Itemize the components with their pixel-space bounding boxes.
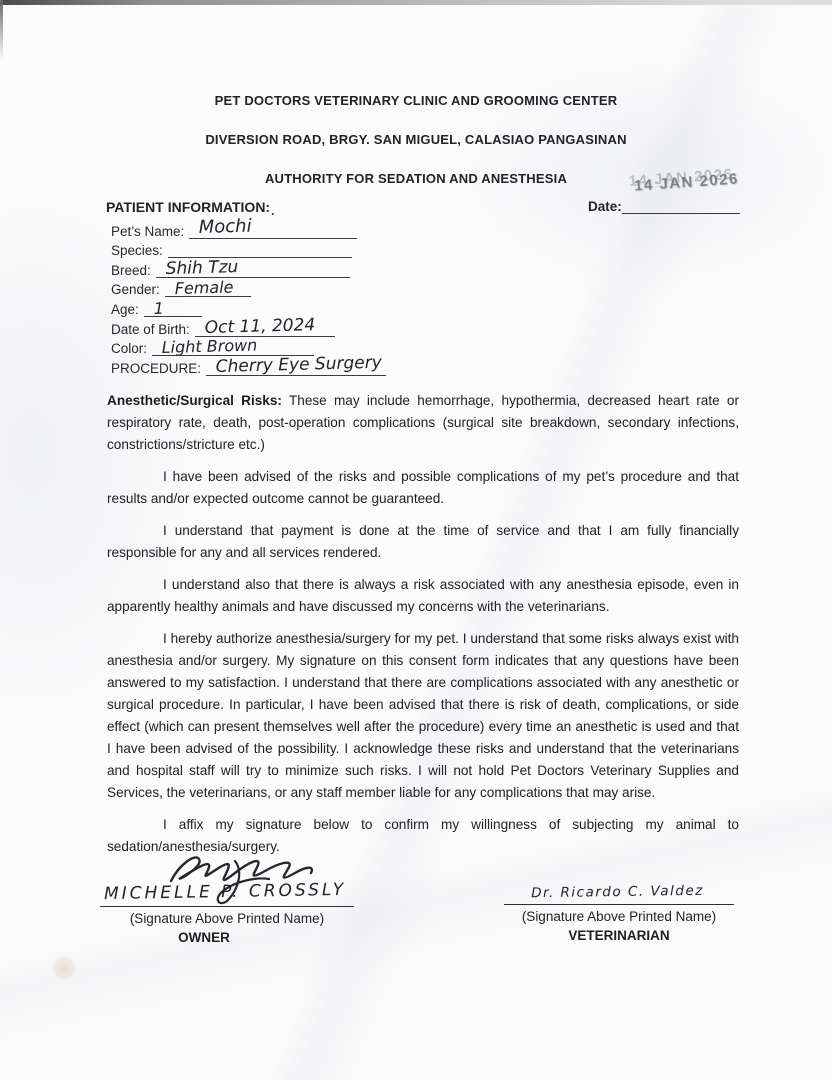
date-label: Date: <box>588 199 622 214</box>
stray-ink-dot: . <box>271 204 275 218</box>
clinic-address: DIVERSION ROAD, BRGY. SAN MIGUEL, CALASIAO PANGASINAN <box>205 132 627 147</box>
patient-information-section <box>106 199 386 376</box>
veterinarian-signature-line <box>504 904 734 905</box>
field-color: Color: Light Brown <box>106 337 386 357</box>
breed-value: Shih Tzu <box>165 256 239 279</box>
risks-paragraph <box>107 390 739 456</box>
paragraph-payment: I understand that payment is done at the time of service and that I am fully financially responsible for any and all services rendered. <box>107 523 739 560</box>
paragraph-authorization: I hereby authorize anesthesia/surgery for my pet. I understand that some risks always exist with anesthesia and/or surgery. My signature on this consent form indicates that any questions have been answered to my satisfaction. I understand that there are complications associated with any anesthetic or surgical procedure. In particular, I have been advised that there is risk of death, complications, or side effect (which can present themselves well after the procedure) every time an anesthetic is used and that I have been advised of the possibility. I acknowledge these risks and understand that the veterinarians and hospital staff will try to minimize such risks. I will not hold Pet Doctors Veterinary Supplies and Services, the veterinarians, or any staff member liable for any complications that may arise. <box>107 631 739 800</box>
owner-signature-line <box>100 906 354 907</box>
age-value: 1 <box>153 298 164 318</box>
age-line <box>144 300 202 317</box>
risks-label: Anesthetic/Surgical Risks: <box>107 393 282 408</box>
date-blank-line <box>622 199 740 214</box>
paragraph-advised: I have been advised of the risks and possible complications of my pet’s procedure and that results and/or expected outcome cannot be guaranteed. <box>107 469 739 506</box>
owner-role-label: OWNER <box>178 930 230 945</box>
form-title: AUTHORITY FOR SEDATION AND ANESTHESIA <box>264 171 568 186</box>
species-line <box>168 241 352 258</box>
paper-smudge-artifact <box>52 955 76 981</box>
field-species: Species: <box>106 239 386 259</box>
pets-name-value: Mochi <box>198 215 253 238</box>
gender-value: Female <box>174 277 234 299</box>
scan-edge-artifact <box>0 0 832 5</box>
field-procedure: PROCEDURE: Cherry Eye Surgery <box>106 356 386 376</box>
veterinarian-signature-caption: (Signature Above Printed Name) <box>521 909 717 924</box>
date-field <box>588 199 740 214</box>
veterinarian-role-label: VETERINARIAN <box>568 928 670 943</box>
field-date-of-birth: Date of Birth: Oct 11, 2024 <box>106 317 386 337</box>
field-breed: Breed: Shih Tzu <box>106 258 386 278</box>
procedure-value: Cherry Eye Surgery <box>215 352 383 377</box>
pets-name-line <box>189 215 357 239</box>
date-of-birth-value: Oct 11, 2024 <box>204 314 316 338</box>
risks-text: These may include hemorrhage, hypothermia, decreased heart rate or respiratory rate, death, post-operation complications (surgical site breakdown, secondary infections, constrictions/stricture etc.) <box>107 393 740 452</box>
owner-printed-name: MICHELLE P. CROSSLY <box>103 879 347 905</box>
patient-information-title: PATIENT INFORMATION:. <box>106 199 275 218</box>
field-age: Age: 1 <box>106 297 386 317</box>
paragraph-affix-signature: I affix my signature below to confirm my willingness of subjecting my animal to sedation/anesthesia/surgery. <box>107 817 739 854</box>
paragraph-anesthesia-risk: I understand also that there is always a risk associated with any anesthesia episode, even in apparently healthy animals and have discussed my concerns with the veterinarians. <box>107 577 739 614</box>
field-pets-name: Pet’s Name: Mochi <box>106 219 386 239</box>
date-received-stamp: 14 JAN 2026 <box>633 170 740 195</box>
owner-signature-caption: (Signature Above Printed Name) <box>129 911 325 926</box>
clinic-name: PET DOCTORS VETERINARY CLINIC AND GROOMING CENTER <box>214 93 618 108</box>
color-line <box>152 335 314 358</box>
color-value: Light Brown <box>161 335 258 358</box>
field-gender: Gender: Female <box>106 278 386 298</box>
form-header <box>0 93 832 210</box>
veterinarian-printed-name: Dr. Ricardo C. Valdez <box>531 882 704 902</box>
scan-edge-artifact-left <box>0 0 3 60</box>
consent-body <box>107 390 739 868</box>
